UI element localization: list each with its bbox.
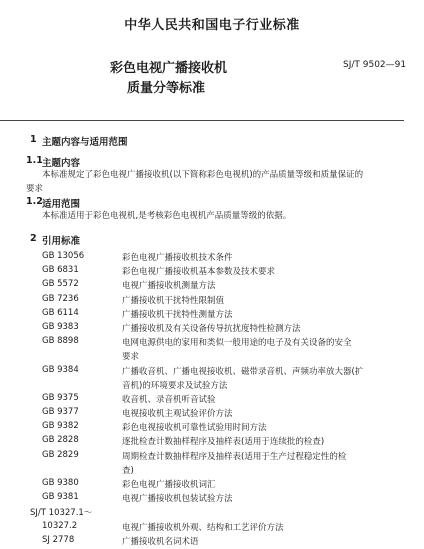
publisher-header: 中华人民共和国电子行业标准	[124, 18, 300, 33]
reference-row	[0, 506, 424, 520]
reference-row	[0, 521, 424, 535]
divider-rule	[0, 120, 404, 121]
section-1-title: 主题内容与适用范围	[42, 137, 128, 148]
reference-code: GB 6114	[42, 307, 79, 318]
reference-title: 彩色电视广播接收机技术条件	[122, 253, 233, 263]
reference-code: GB 9377	[42, 407, 79, 418]
reference-row	[0, 365, 424, 379]
reference-row	[0, 265, 424, 279]
reference-row	[0, 450, 424, 464]
reference-code: GB 2828	[42, 435, 79, 446]
reference-title: 电网电源供电的家用和类似一般用途的电子及有关设备的安全	[122, 338, 352, 349]
reference-code: GB 9380	[42, 478, 79, 488]
reference-row	[0, 435, 424, 449]
reference-title: 广播接收机名词术语	[122, 536, 199, 547]
reference-title: 电视广播接收机外观、结构和工艺评价方法	[122, 522, 284, 533]
reference-row	[0, 535, 424, 549]
paragraph-1-1-line1: 本标准规定了彩色电视广播接收机(以下简称彩色电视机)的产品质量等级和质量保证的	[42, 170, 364, 180]
section-2-number: 2	[30, 233, 37, 244]
doc-title-line2: 质量分等标准	[127, 81, 206, 96]
reference-code: GB 9384	[42, 364, 79, 375]
reference-continuation	[0, 379, 424, 393]
reference-row	[0, 308, 424, 322]
reference-title: 逐批检查计数抽样程序及抽样表(适用于连续批的检查)	[122, 437, 325, 448]
reference-code: GB 2829	[42, 449, 79, 460]
reference-row	[0, 251, 424, 265]
reference-title-continued: 音机)的环境要求及试验方法	[122, 380, 228, 391]
reference-row	[0, 336, 424, 350]
reference-code: GB 9382	[42, 421, 79, 432]
reference-title: 广播收音机、广播电视接收机、磁带录音机、声频功率放大器(扩	[122, 366, 364, 377]
reference-row	[0, 421, 424, 435]
reference-title: 电视接收机主观试验评价方法	[122, 409, 233, 420]
section-1-1-title: 主题内容	[42, 158, 81, 169]
reference-row	[0, 478, 424, 492]
reference-title: 彩色电视广播接收机词汇	[122, 480, 216, 490]
reference-code: GB 8898	[42, 336, 79, 347]
section-1-2-title: 适用范围	[42, 199, 81, 210]
reference-row	[0, 279, 424, 293]
section-1-1-number: 1.1	[26, 155, 43, 166]
paragraph-1-1-line2: 要求	[26, 184, 44, 194]
reference-continuation	[0, 464, 424, 478]
reference-list	[0, 251, 424, 549]
reference-title: 彩色电视接收机可靠性试验用时间方法	[122, 423, 267, 434]
reference-title: 电视广播接收机包装试验方法	[122, 494, 233, 505]
section-1-2-number: 1.2	[26, 196, 43, 207]
reference-title: 广播接收机干扰特性测量方法	[122, 309, 233, 320]
reference-code: SJ/T 10327.1～	[30, 508, 93, 519]
reference-code: GB 13056	[42, 251, 85, 261]
section-2-title: 引用标准	[42, 236, 81, 247]
reference-code: GB 9375	[42, 392, 79, 403]
reference-title: 收音机、录音机听音试验	[122, 394, 216, 405]
reference-code: GB 7236	[42, 293, 79, 304]
reference-row	[0, 393, 424, 407]
reference-row	[0, 322, 424, 336]
doc-title-line1: 彩色电视广播接收机	[110, 61, 228, 76]
reference-code: SJ 2778	[42, 534, 75, 545]
reference-code: GB 5572	[42, 279, 79, 290]
paragraph-1-2-line1: 本标准适用于彩色电视机,是考核彩色电视机产品质量等级的依据。	[42, 211, 292, 221]
reference-title-continued: 查)	[122, 465, 134, 476]
reference-code: GB 9383	[42, 321, 79, 332]
reference-title-continued: 要求	[122, 352, 140, 363]
reference-title: 周期检查计数抽样程序及抽样表(适用于生产过程稳定性的检	[122, 451, 347, 462]
reference-code: 10327.2	[42, 520, 78, 531]
reference-title: 彩色电视广播接收机基本参数及技术要求	[122, 267, 276, 278]
standard-code: SJ/T 9502—91	[343, 60, 407, 70]
reference-title: 广播接收机及有关设备传导抗扰度特性检测方法	[122, 323, 301, 334]
reference-row	[0, 492, 424, 506]
section-1-number: 1	[30, 134, 37, 145]
reference-code: GB 9381	[42, 492, 79, 503]
reference-continuation	[0, 350, 424, 364]
reference-row	[0, 294, 424, 308]
reference-title: 电视广播接收机测量方法	[122, 281, 216, 292]
reference-title: 广播接收机干扰特性限制值	[122, 295, 225, 306]
reference-code: GB 6831	[42, 265, 79, 276]
reference-row	[0, 407, 424, 421]
